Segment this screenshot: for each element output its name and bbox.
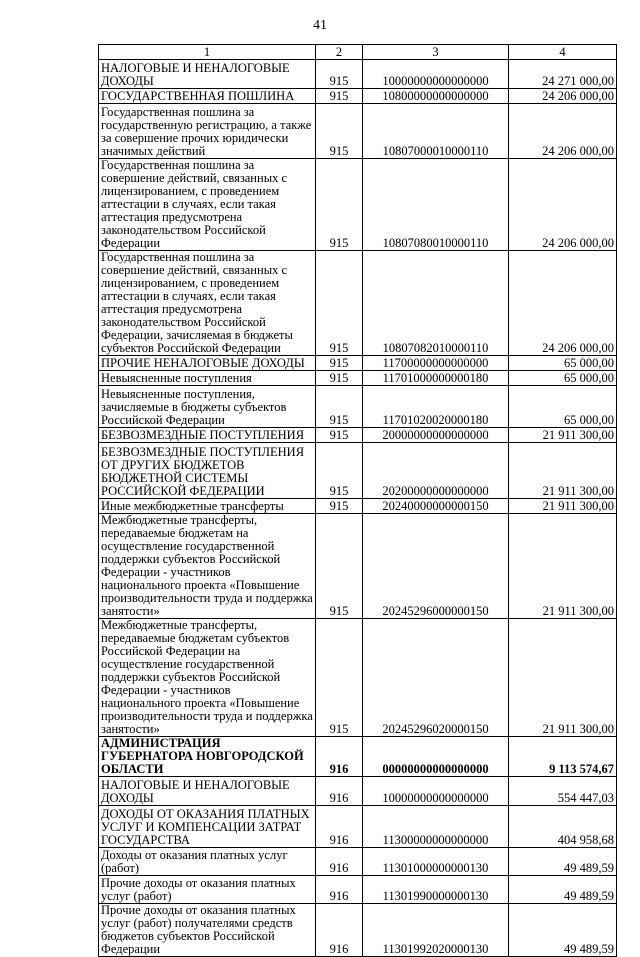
- row-amount-cell: 65 000,00: [509, 371, 617, 386]
- row-name-cell: БЕЗВОЗМЕЗДНЫЕ ПОСТУПЛЕНИЯ: [99, 428, 316, 443]
- row-name-cell: АДМИНИСТРАЦИЯ ГУБЕРНАТОРА НОВГОРОДСКОЙ ОБЛАСТИ: [99, 737, 316, 777]
- row-amount-cell: 65 000,00: [509, 386, 617, 428]
- row-amount-cell: 65 000,00: [509, 356, 617, 371]
- row-name-cell: ПРОЧИЕ НЕНАЛОГОВЫЕ ДОХОДЫ: [99, 356, 316, 371]
- header-cell-2: 2: [316, 45, 363, 60]
- row-code-cell: 11300000000000000: [363, 806, 509, 848]
- row-admin-cell: 915: [316, 386, 363, 428]
- row-amount-cell: 24 206 000,00: [509, 251, 617, 356]
- row-admin-cell: 915: [316, 371, 363, 386]
- row-name-cell: Иные межбюджетные трансферты: [99, 499, 316, 514]
- row-admin-cell: 915: [316, 104, 363, 159]
- row-admin-cell: 915: [316, 619, 363, 737]
- row-admin-cell: 915: [316, 443, 363, 499]
- table-row: [99, 737, 617, 777]
- row-code-cell: 11301000000000130: [363, 848, 509, 876]
- row-name-cell: НАЛОГОВЫЕ И НЕНАЛОГОВЫЕ ДОХОДЫ: [99, 60, 316, 89]
- row-name-cell: Межбюджетные трансферты, передаваемые бюджетам субъектов Российской Федерации на осуществление государственной поддержки субъектов Российской Федерации - участников национального проекта «Повышение производительности труда и поддержка занятости»: [99, 619, 316, 737]
- row-amount-cell: 24 206 000,00: [509, 104, 617, 159]
- table-row: [99, 904, 617, 957]
- row-amount-cell: 24 271 000,00: [509, 60, 617, 89]
- table-header-row: [99, 45, 617, 60]
- row-amount-cell: 49 489,59: [509, 904, 617, 957]
- row-code-cell: 11701020020000180: [363, 386, 509, 428]
- row-name-cell: НАЛОГОВЫЕ И НЕНАЛОГОВЫЕ ДОХОДЫ: [99, 777, 316, 806]
- row-amount-cell: 21 911 300,00: [509, 428, 617, 443]
- row-code-cell: 10807082010000110: [363, 251, 509, 356]
- row-admin-cell: 915: [316, 159, 363, 251]
- row-amount-cell: 24 206 000,00: [509, 89, 617, 104]
- revenue-table: [98, 44, 617, 957]
- row-name-cell: ГОСУДАРСТВЕННАЯ ПОШЛИНА: [99, 89, 316, 104]
- row-code-cell: 00000000000000000: [363, 737, 509, 777]
- row-admin-cell: 915: [316, 514, 363, 619]
- table-row: [99, 514, 617, 619]
- row-amount-cell: 21 911 300,00: [509, 619, 617, 737]
- row-code-cell: 20200000000000000: [363, 443, 509, 499]
- row-amount-cell: 554 447,03: [509, 777, 617, 806]
- row-code-cell: 10800000000000000: [363, 89, 509, 104]
- table-row: [99, 619, 617, 737]
- row-name-cell: Прочие доходы от оказания платных услуг (работ) получателями средств бюджетов субъектов Российской Федерации: [99, 904, 316, 957]
- row-name-cell: Межбюджетные трансферты, передаваемые бюджетам на осуществление государственной поддержки субъектов Российской Федерации - участников национального проекта «Повышение производительности труда и поддержка занятости»: [99, 514, 316, 619]
- table-row: [99, 386, 617, 428]
- row-admin-cell: 916: [316, 848, 363, 876]
- table-row: [99, 499, 617, 514]
- row-admin-cell: 915: [316, 356, 363, 371]
- row-name-cell: Невыясненные поступления: [99, 371, 316, 386]
- row-admin-cell: 915: [316, 428, 363, 443]
- header-cell-3: 3: [363, 45, 509, 60]
- row-name-cell: Государственная пошлина за государственную регистрацию, а также за совершение прочих юридически значимых действий: [99, 104, 316, 159]
- row-code-cell: 11701000000000180: [363, 371, 509, 386]
- page-number: 41: [313, 18, 327, 33]
- row-admin-cell: 916: [316, 806, 363, 848]
- row-admin-cell: 916: [316, 777, 363, 806]
- row-code-cell: 20000000000000000: [363, 428, 509, 443]
- table-row: [99, 806, 617, 848]
- table-row: [99, 443, 617, 499]
- row-amount-cell: 9 113 574,67: [509, 737, 617, 777]
- row-name-cell: Государственная пошлина за совершение действий, связанных с лицензированием, с проведением аттестации в случаях, если такая аттестация предусмотрена законодательством Российской Федерации: [99, 159, 316, 251]
- table-row: [99, 356, 617, 371]
- table-row: [99, 848, 617, 876]
- row-amount-cell: 404 958,68: [509, 806, 617, 848]
- row-admin-cell: 915: [316, 499, 363, 514]
- row-amount-cell: 49 489,59: [509, 848, 617, 876]
- row-admin-cell: 916: [316, 737, 363, 777]
- row-admin-cell: 916: [316, 876, 363, 904]
- table-row: [99, 428, 617, 443]
- header-cell-4: 4: [509, 45, 617, 60]
- row-code-cell: 10807080010000110: [363, 159, 509, 251]
- row-code-cell: 20240000000000150: [363, 499, 509, 514]
- row-code-cell: 11301992020000130: [363, 904, 509, 957]
- row-admin-cell: 915: [316, 89, 363, 104]
- table-row: [99, 777, 617, 806]
- row-admin-cell: 916: [316, 904, 363, 957]
- row-name-cell: Государственная пошлина за совершение действий, связанных с лицензированием, с проведением аттестации в случаях, если такая аттестация предусмотрена законодательством Российской Федерации, зачисляемая в бюджеты субъектов Российской Федерации: [99, 251, 316, 356]
- row-admin-cell: 915: [316, 251, 363, 356]
- row-admin-cell: 915: [316, 60, 363, 89]
- table-row: [99, 251, 617, 356]
- row-name-cell: Прочие доходы от оказания платных услуг (работ): [99, 876, 316, 904]
- row-name-cell: Невыясненные поступления, зачисляемые в бюджеты субъектов Российской Федерации: [99, 386, 316, 428]
- row-code-cell: 20245296020000150: [363, 619, 509, 737]
- table-row: [99, 159, 617, 251]
- row-code-cell: 10807000010000110: [363, 104, 509, 159]
- row-name-cell: БЕЗВОЗМЕЗДНЫЕ ПОСТУПЛЕНИЯ ОТ ДРУГИХ БЮДЖЕТОВ БЮДЖЕТНОЙ СИСТЕМЫ РОССИЙСКОЙ ФЕДЕРАЦИИ: [99, 443, 316, 499]
- row-amount-cell: 24 206 000,00: [509, 159, 617, 251]
- row-code-cell: 11700000000000000: [363, 356, 509, 371]
- row-amount-cell: 21 911 300,00: [509, 499, 617, 514]
- header-cell-1: 1: [99, 45, 316, 60]
- row-code-cell: 11301990000000130: [363, 876, 509, 904]
- row-amount-cell: 21 911 300,00: [509, 443, 617, 499]
- row-amount-cell: 21 911 300,00: [509, 514, 617, 619]
- table-row: [99, 876, 617, 904]
- row-code-cell: 10000000000000000: [363, 777, 509, 806]
- table-row: [99, 371, 617, 386]
- row-code-cell: 10000000000000000: [363, 60, 509, 89]
- table-row: [99, 104, 617, 159]
- row-name-cell: Доходы от оказания платных услуг (работ): [99, 848, 316, 876]
- table-row: [99, 60, 617, 89]
- row-name-cell: ДОХОДЫ ОТ ОКАЗАНИЯ ПЛАТНЫХ УСЛУГ И КОМПЕНСАЦИИ ЗАТРАТ ГОСУДАРСТВА: [99, 806, 316, 848]
- row-amount-cell: 49 489,59: [509, 876, 617, 904]
- table-row: [99, 89, 617, 104]
- row-code-cell: 20245296000000150: [363, 514, 509, 619]
